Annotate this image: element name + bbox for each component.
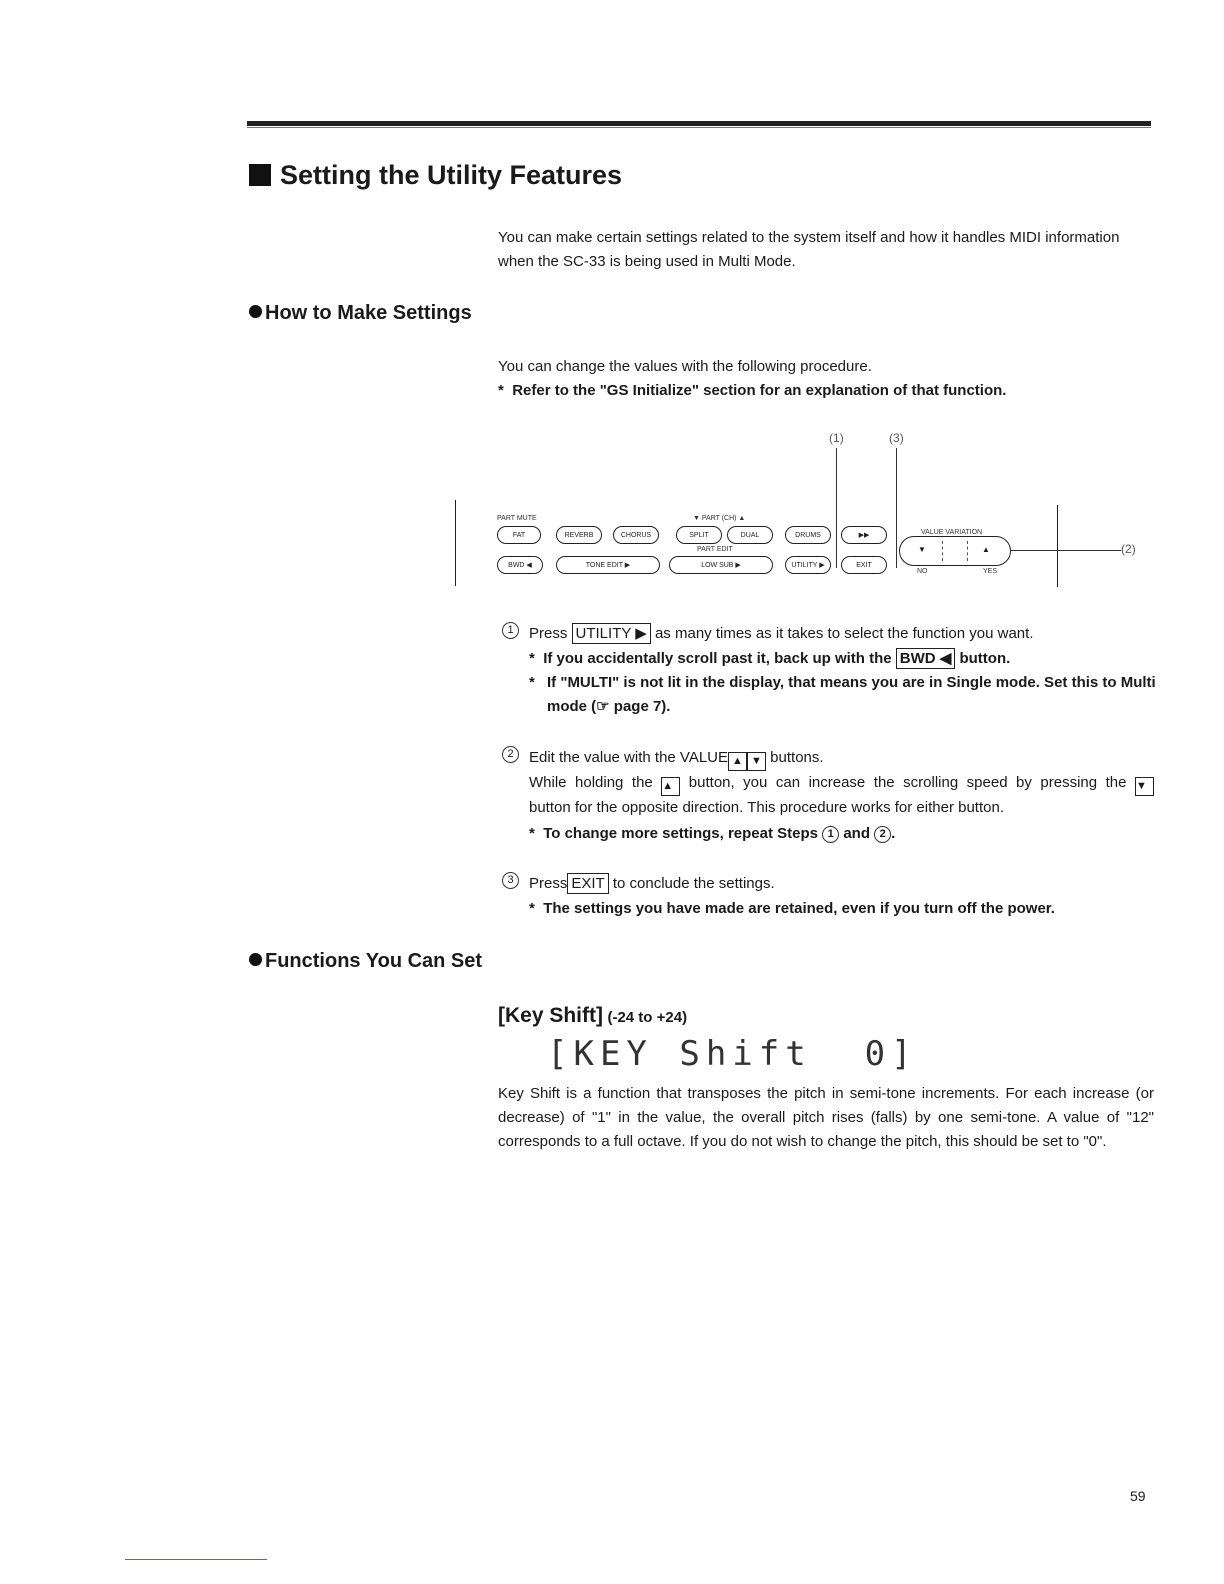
step-2-note: * To change more settings, repeat Steps 1 and 2 .	[529, 825, 896, 842]
step-3: 3 Press EXIT to conclude the settings. * The settings you have made are retained, even if you turn off the power.	[502, 872, 1154, 921]
label-part-ch: ▼ PART (CH) ▲	[693, 515, 746, 522]
intro-paragraph: You can make certain settings related to the system itself and how it handles MIDI information when the SC-33 is being used in Multi Mode.	[498, 229, 1120, 270]
page-number: 59	[1130, 1488, 1146, 1504]
drums-button[interactable]: DRUMS	[785, 526, 831, 544]
utility-button[interactable]: UTILITY ▶	[785, 556, 831, 574]
label-yes: YES	[983, 568, 998, 575]
low-sub-button[interactable]: LOW SUB ▶	[669, 556, 773, 574]
leader-line-2	[1011, 550, 1121, 551]
dual-button[interactable]: DUAL	[727, 526, 773, 544]
chorus-button[interactable]: CHORUS	[613, 526, 659, 544]
value-down-icon[interactable]: ▼	[918, 545, 926, 554]
label-part-edit: PART EDIT	[697, 546, 733, 553]
step-1: 1 Press UTILITY ▶ as many times as it takes to select the function you want. * If you accidentally scroll past it, back up with the BWD ◀ button. * If "MULTI" is not lit in the display, that means you are in Single mode. Set this to Multi mode (☞ page 7).	[502, 622, 1162, 719]
value-variation-control[interactable]	[899, 536, 1011, 566]
footer-link-underline	[125, 1559, 267, 1560]
leader-line-3	[896, 448, 897, 568]
section-title: Setting the Utility Features	[249, 160, 622, 191]
play-button[interactable]: ▶▶	[841, 526, 887, 544]
value-divider	[942, 541, 968, 561]
panel-diagram	[455, 425, 1155, 595]
step-3-note: * The settings you have made are retained, even if you turn off the power.	[529, 900, 1055, 917]
top-rule	[247, 121, 1151, 126]
value-up-key: ▲	[728, 752, 747, 771]
callout-1: (1)	[829, 431, 844, 445]
utility-key: UTILITY ▶	[572, 623, 651, 644]
value-down-key: ▼	[747, 752, 766, 771]
label-part-mute: PART MUTE	[497, 515, 537, 522]
exit-button[interactable]: EXIT	[841, 556, 887, 574]
how-to-heading: How to Make Settings	[249, 302, 472, 325]
top-rule-thin	[247, 127, 1151, 128]
gs-initialize-note: * Refer to the "GS Initialize" section for an explanation of that function.	[498, 382, 1007, 399]
label-no: NO	[917, 568, 928, 575]
exit-key: EXIT	[567, 873, 608, 894]
diagram-right-bar	[1057, 505, 1058, 587]
step-2: 2 Edit the value with the VALUE ▲ ▼ buttons. While holding the ▲ button, you can increase the scrolling speed by pressing the ▼ button for the opposite direction. This procedure works for either button. * To change more settings, repeat Steps 1 and 2 .	[502, 746, 1154, 846]
label-value-variation: VALUE VARIATION	[921, 529, 983, 536]
value-up-icon[interactable]: ▲	[982, 545, 990, 554]
step-2-number: 2	[502, 746, 519, 763]
callout-3: (3)	[889, 431, 904, 445]
tone-edit-button[interactable]: TONE EDIT ▶	[556, 556, 660, 574]
key-shift-title: [Key Shift] (-24 to +24)	[498, 1004, 688, 1027]
leader-line-1	[836, 448, 837, 568]
split-button[interactable]: SPLIT	[676, 526, 722, 544]
key-shift-description: Key Shift is a function that transposes the pitch in semi-tone increments. For each increase (or decrease) of "1" in the value, the overall pitch rises (falls) by one semi-tone. A value of "12" corresponds to a full octave. If you do not wish to change the pitch, this should be set to "0".	[498, 1085, 1154, 1150]
bullet-dot-icon	[249, 305, 262, 318]
reverb-button[interactable]: REVERB	[556, 526, 602, 544]
step-1-note-1: * If you accidentally scroll past it, back up with the BWD ◀ button.	[529, 650, 1011, 667]
diagram-left-margin-bar	[455, 500, 456, 586]
bwd-button[interactable]: BWD ◀	[497, 556, 543, 574]
bwd-key: BWD ◀	[896, 648, 956, 669]
step-3-number: 3	[502, 872, 519, 889]
step-1-number: 1	[502, 622, 519, 639]
square-bullet-icon	[249, 164, 271, 186]
functions-heading: Functions You Can Set	[249, 950, 482, 973]
lcd-display: [KEY Shift 0]	[547, 1034, 918, 1074]
fat-button[interactable]: FAT	[497, 526, 541, 544]
callout-2: (2)	[1121, 542, 1136, 556]
step-1-note-2: * If "MULTI" is not lit in the display, that means you are in Single mode. Set this to Multi mode (☞ page 7).	[529, 674, 1156, 715]
bullet-dot-icon	[249, 953, 262, 966]
procedure-text: You can change the values with the following procedure.	[498, 358, 872, 375]
